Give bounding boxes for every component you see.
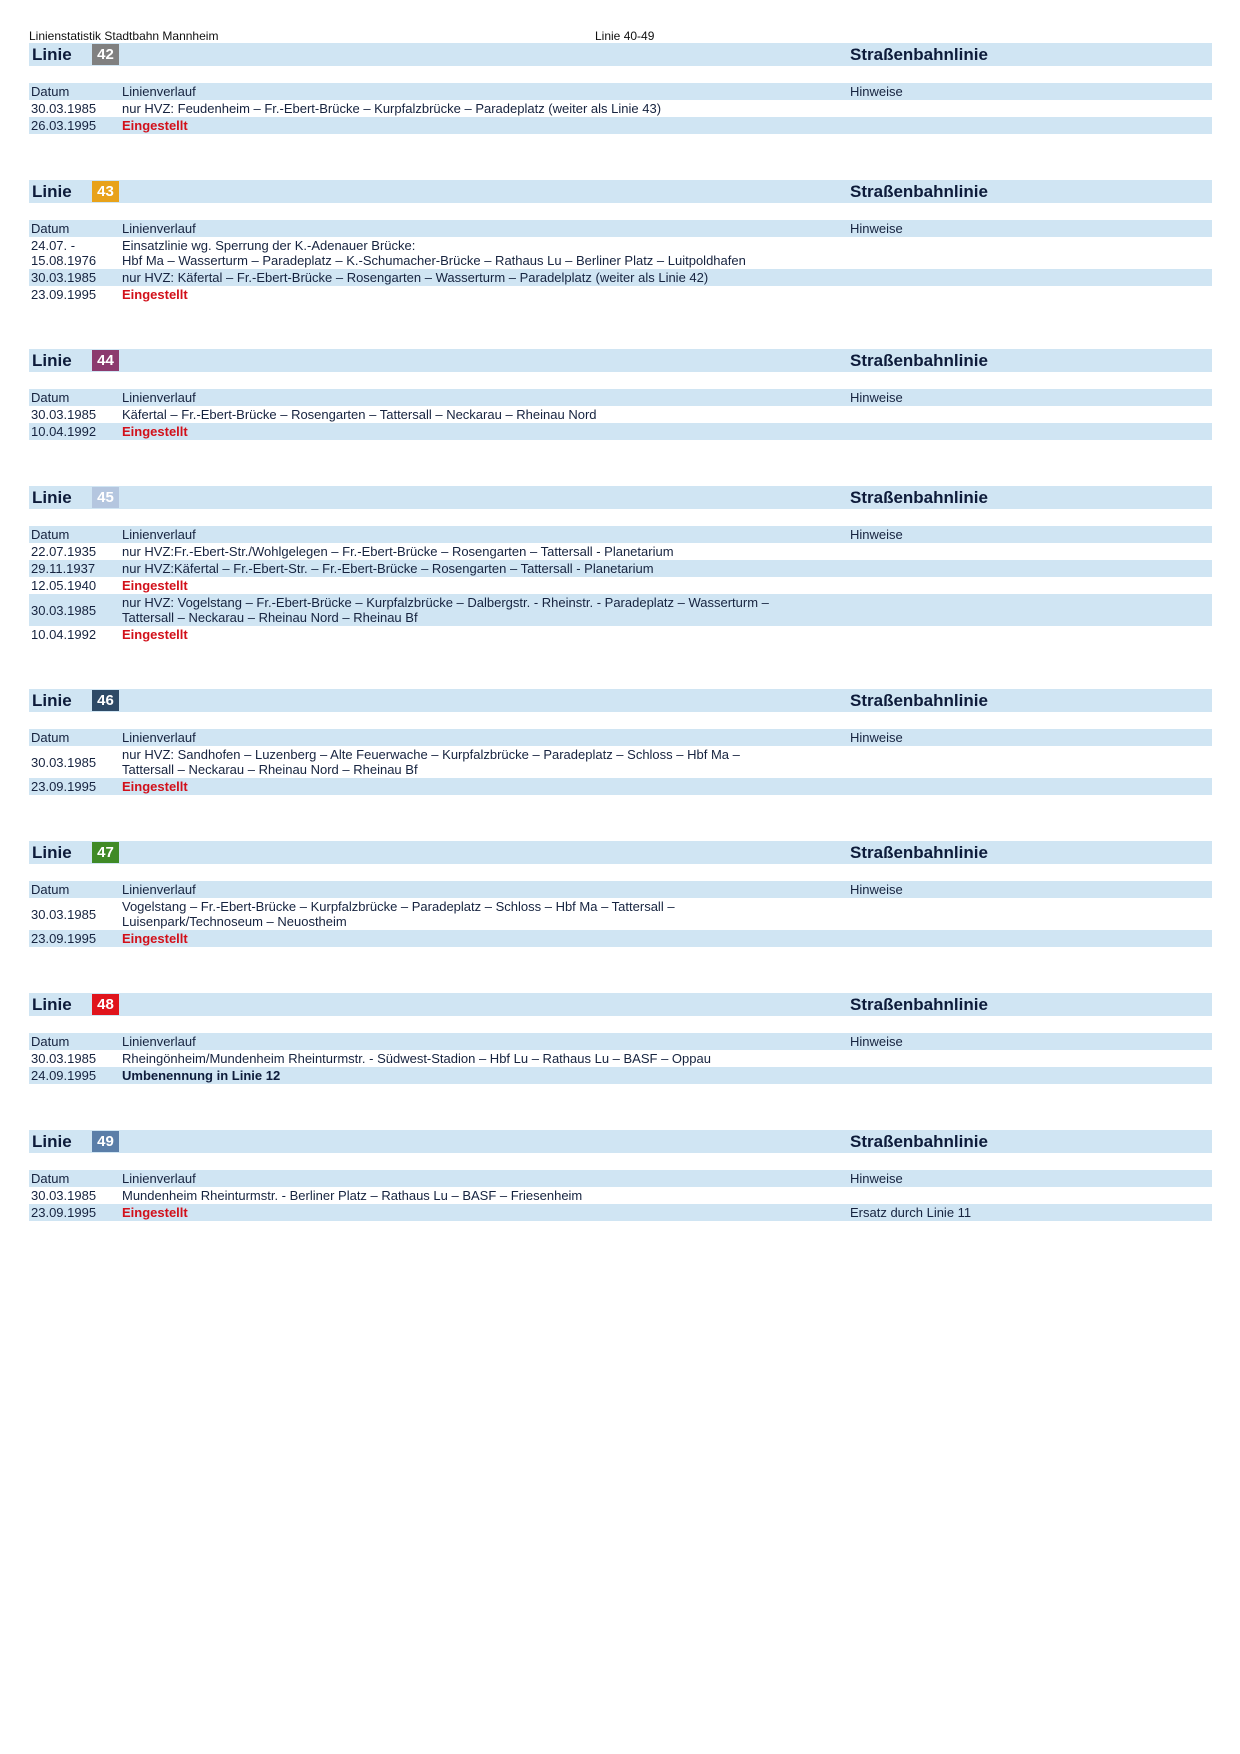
row-date: 30.03.1985	[31, 755, 97, 770]
section-gap	[29, 1084, 1212, 1130]
row-route: Luisenpark/Technoseum – Neuostheim	[122, 914, 347, 929]
row-route: nur HVZ: Feudenheim – Fr.-Ebert-Brücke – Kurpfalzbrücke – Paradeplatz (weiter als Linie 43)	[122, 101, 662, 116]
row-route: Eingestellt	[122, 931, 188, 946]
line-title-bar	[29, 180, 1212, 203]
line-number-badge: 47	[92, 842, 119, 863]
row-route: nur HVZ:Käfertal – Fr.-Ebert-Str. – Fr.-Ebert-Brücke – Rosengarten – Tattersall - Planetarium	[122, 561, 654, 576]
row-date: 24.07. -	[31, 238, 76, 253]
column-header-route: Linienverlauf	[122, 84, 196, 99]
linie-label: Linie	[32, 182, 72, 201]
column-header-row	[29, 220, 1212, 237]
linie-label: Linie	[32, 488, 72, 507]
table-row	[29, 406, 1212, 423]
row-route: Eingestellt	[122, 779, 188, 794]
column-header-note: Hinweise	[850, 1171, 903, 1186]
section-gap	[29, 947, 1212, 993]
row-date: 26.03.1995	[31, 118, 97, 133]
table-row	[29, 560, 1212, 577]
column-header-date: Datum	[31, 390, 70, 405]
row-route: Tattersall – Neckarau – Rheinau Nord – Rheinau Bf	[122, 610, 418, 625]
row-date: 30.03.1985	[31, 603, 97, 618]
column-header-row	[29, 881, 1212, 898]
column-header-date: Datum	[31, 730, 70, 745]
section-gap	[29, 643, 1212, 689]
table-row	[29, 286, 1212, 303]
section-gap	[29, 303, 1212, 349]
linie-label: Linie	[32, 351, 72, 370]
line-section	[29, 43, 1212, 134]
linie-label: Linie	[32, 843, 72, 862]
line-number-badge: 43	[92, 181, 119, 202]
row-route: Eingestellt	[122, 424, 188, 439]
column-header-date: Datum	[31, 1171, 70, 1186]
line-type: Straßenbahnlinie	[850, 488, 988, 507]
spacer	[29, 1016, 1212, 1033]
column-header-route: Linienverlauf	[122, 221, 196, 236]
row-date: 23.09.1995	[31, 779, 97, 794]
table-row	[29, 117, 1212, 134]
line-title-bar	[29, 841, 1212, 864]
line-title-bar	[29, 43, 1212, 66]
row-date: 30.03.1985	[31, 907, 97, 922]
document-range: Linie 40-49	[595, 29, 655, 43]
row-route: Eingestellt	[122, 287, 188, 302]
column-header-date: Datum	[31, 84, 70, 99]
line-number-badge: 44	[92, 350, 119, 371]
row-date: 24.09.1995	[31, 1068, 97, 1083]
line-type: Straßenbahnlinie	[850, 45, 988, 64]
column-header-route: Linienverlauf	[122, 1034, 196, 1049]
line-section	[29, 486, 1212, 643]
column-header-note: Hinweise	[850, 1034, 903, 1049]
section-gap	[29, 795, 1212, 841]
column-header-row	[29, 389, 1212, 406]
table-row	[29, 577, 1212, 594]
row-date: 15.08.1976	[31, 253, 97, 268]
column-header-note: Hinweise	[850, 221, 903, 236]
row-date: 22.07.1935	[31, 544, 97, 559]
line-title-bar	[29, 486, 1212, 509]
section-gap	[29, 440, 1212, 486]
section-gap	[29, 134, 1212, 180]
table-row	[29, 1204, 1212, 1221]
linie-label: Linie	[32, 691, 72, 710]
column-header-note: Hinweise	[850, 84, 903, 99]
line-type: Straßenbahnlinie	[850, 351, 988, 370]
table-row	[29, 778, 1212, 795]
line-type: Straßenbahnlinie	[850, 691, 988, 710]
line-title-bar	[29, 1130, 1212, 1153]
linie-label: Linie	[32, 45, 72, 64]
line-title-bar	[29, 689, 1212, 712]
column-header-row	[29, 1033, 1212, 1050]
row-route: Eingestellt	[122, 627, 188, 642]
spacer	[29, 1153, 1212, 1170]
table-row	[29, 1067, 1212, 1084]
line-section	[29, 349, 1212, 440]
spacer	[29, 712, 1212, 729]
table-row	[29, 269, 1212, 286]
linie-label: Linie	[32, 1132, 72, 1151]
row-route: Eingestellt	[122, 1205, 188, 1220]
row-route: Einsatzlinie wg. Sperrung der K.-Adenauer Brücke:	[122, 238, 416, 253]
row-route: nur HVZ: Sandhofen – Luzenberg – Alte Feuerwache – Kurpfalzbrücke – Paradeplatz – Schloss – Hbf Ma –	[122, 747, 740, 762]
row-date: 30.03.1985	[31, 1188, 97, 1203]
row-date: 12.05.1940	[31, 578, 97, 593]
column-header-date: Datum	[31, 1034, 70, 1049]
line-section	[29, 689, 1212, 795]
row-date: 30.03.1985	[31, 407, 97, 422]
row-route: Mundenheim Rheinturmstr. - Berliner Platz – Rathaus Lu – BASF – Friesenheim	[122, 1188, 583, 1203]
spacer	[29, 372, 1212, 389]
row-date: 23.09.1995	[31, 931, 97, 946]
line-number-badge: 48	[92, 994, 119, 1015]
line-number-badge: 46	[92, 690, 119, 711]
line-list	[29, 43, 1212, 1221]
row-date: 30.03.1985	[31, 270, 97, 285]
row-route: Käfertal – Fr.-Ebert-Brücke – Rosengarten – Tattersall – Neckarau – Rheinau Nord	[122, 407, 597, 422]
line-number-badge: 42	[92, 44, 119, 65]
line-section	[29, 180, 1212, 303]
column-header-route: Linienverlauf	[122, 390, 196, 405]
column-header-row	[29, 729, 1212, 746]
table-row	[29, 423, 1212, 440]
column-header-note: Hinweise	[850, 882, 903, 897]
row-route: nur HVZ:Fr.-Ebert-Str./Wohlgelegen – Fr.-Ebert-Brücke – Rosengarten – Tattersall - Planetarium	[122, 544, 674, 559]
row-date: 23.09.1995	[31, 287, 97, 302]
row-date: 23.09.1995	[31, 1205, 97, 1220]
row-date: 30.03.1985	[31, 101, 97, 116]
column-header-note: Hinweise	[850, 390, 903, 405]
spacer	[29, 509, 1212, 526]
table-row	[29, 100, 1212, 117]
row-route: Eingestellt	[122, 578, 188, 593]
table-row	[29, 930, 1212, 947]
line-type: Straßenbahnlinie	[850, 182, 988, 201]
row-route: Eingestellt	[122, 118, 188, 133]
row-route: Umbenennung in Linie 12	[122, 1068, 281, 1083]
spacer	[29, 864, 1212, 881]
table-row	[29, 237, 1212, 269]
column-header-date: Datum	[31, 221, 70, 236]
table-row	[29, 746, 1212, 778]
column-header-row	[29, 526, 1212, 543]
line-section	[29, 993, 1212, 1084]
line-section	[29, 1130, 1212, 1221]
table-row	[29, 543, 1212, 560]
line-type: Straßenbahnlinie	[850, 843, 988, 862]
row-date: 29.11.1937	[31, 561, 96, 576]
table-row	[29, 626, 1212, 643]
column-header-route: Linienverlauf	[122, 882, 196, 897]
column-header-row	[29, 1170, 1212, 1187]
row-route: nur HVZ: Käfertal – Fr.-Ebert-Brücke – Rosengarten – Wasserturm – Paradelplatz (weiter als Linie 42)	[122, 270, 709, 285]
row-route: nur HVZ: Vogelstang – Fr.-Ebert-Brücke – Kurpfalzbrücke – Dalbergstr. - Rheinstr. - Paradeplatz – Wasserturm –	[122, 595, 769, 610]
table-row	[29, 594, 1212, 626]
line-number-badge: 49	[92, 1131, 119, 1152]
line-section	[29, 841, 1212, 947]
linie-label: Linie	[32, 995, 72, 1014]
table-row	[29, 1050, 1212, 1067]
column-header-route: Linienverlauf	[122, 730, 196, 745]
row-route: Rheingönheim/Mundenheim Rheinturmstr. - Südwest-Stadion – Hbf Lu – Rathaus Lu – BASF – Oppau	[122, 1051, 711, 1066]
line-number-badge: 45	[92, 487, 119, 508]
column-header-note: Hinweise	[850, 730, 903, 745]
document-title: Linienstatistik Stadtbahn Mannheim	[29, 29, 219, 43]
column-header-date: Datum	[31, 527, 70, 542]
column-header-row	[29, 83, 1212, 100]
column-header-date: Datum	[31, 882, 70, 897]
column-header-route: Linienverlauf	[122, 1171, 196, 1186]
table-row	[29, 1187, 1212, 1204]
spacer	[29, 203, 1212, 220]
page-header	[29, 29, 1212, 43]
line-type: Straßenbahnlinie	[850, 995, 988, 1014]
row-note: Ersatz durch Linie 11	[850, 1205, 972, 1220]
column-header-note: Hinweise	[850, 527, 903, 542]
line-type: Straßenbahnlinie	[850, 1132, 988, 1151]
row-route: Vogelstang – Fr.-Ebert-Brücke – Kurpfalzbrücke – Paradeplatz – Schloss – Hbf Ma – Tattersall –	[122, 899, 675, 914]
column-header-route: Linienverlauf	[122, 527, 196, 542]
row-route: Tattersall – Neckarau – Rheinau Nord – Rheinau Bf	[122, 762, 418, 777]
row-date: 10.04.1992	[31, 627, 97, 642]
line-title-bar	[29, 993, 1212, 1016]
row-date: 30.03.1985	[31, 1051, 97, 1066]
table-row	[29, 898, 1212, 930]
row-date: 10.04.1992	[31, 424, 97, 439]
line-title-bar	[29, 349, 1212, 372]
row-route: Hbf Ma – Wasserturm – Paradeplatz – K.-Schumacher-Brücke – Rathaus Lu – Berliner Platz – Luitpoldhafen	[122, 253, 746, 268]
spacer	[29, 66, 1212, 83]
